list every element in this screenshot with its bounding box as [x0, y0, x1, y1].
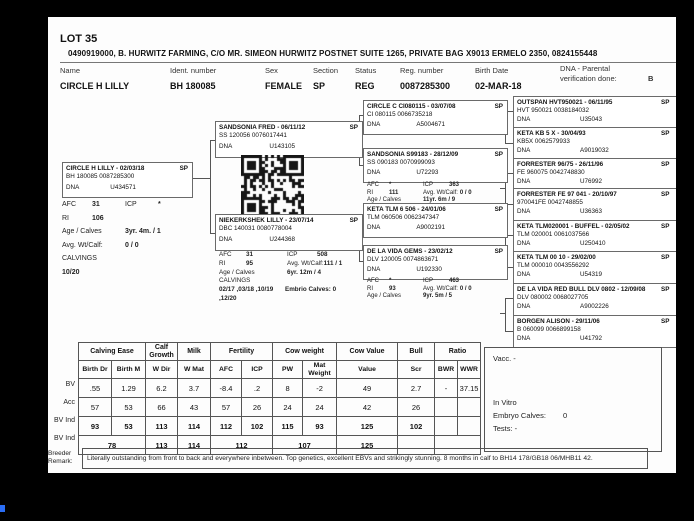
ident-number: BH 180085: [170, 81, 216, 91]
animal-ids-line: KB5X 0062579933: [517, 138, 570, 146]
dna-label: DNA: [517, 116, 531, 124]
icp-label: ICP: [287, 251, 298, 258]
acc-cell: 66: [146, 398, 178, 417]
avg-wtcalf-label: Avg. Wt/Calf:: [423, 189, 458, 196]
afc-label: AFC: [367, 278, 379, 284]
animal-ids-line: B 060099 0066899158: [517, 326, 581, 334]
bv-ind-group-cell: 125: [337, 436, 398, 455]
animal-name-line: CIRCLE H LILLY - 02/03/18: [66, 165, 145, 172]
bv-ind-cell: 102: [242, 417, 273, 436]
bv-cell: 2.7: [398, 379, 435, 398]
dna-number: U192330: [416, 266, 442, 274]
animal-name-line: SANDSONIA S99183 - 28/12/09: [367, 151, 459, 158]
icp-value: 363: [449, 182, 460, 188]
calvings-dates: 02/17 ,03/18 ,10/19: [219, 286, 274, 294]
section-tag: SP: [349, 217, 358, 224]
bv-ind-cell: 102: [398, 417, 435, 436]
bv-ind-cell: [435, 417, 458, 436]
dna-parental-label-line1: DNA - Parental: [560, 64, 611, 73]
calvings-label: CALVINGS: [62, 255, 97, 262]
age-calves-value: 11yr. 6m / 9: [423, 197, 456, 204]
age-calves-label: Age / Calves: [219, 268, 255, 276]
pedigree-box-gen4-6: [513, 251, 676, 284]
col-bwr: BWR: [435, 361, 458, 379]
acc-cell: [458, 398, 481, 417]
bv-ind-group-cell: 112: [211, 436, 273, 455]
bv-ind-row: [79, 417, 481, 436]
section-tag: SP: [349, 124, 358, 131]
header-divider: [60, 62, 676, 63]
animal-name: CIRCLE H LILLY: [60, 81, 130, 91]
section-value: SP: [313, 81, 326, 91]
breeder-address: 0490919000, B. HURWITZ FARMING, C/O MR. SIMEON HURWITZ POSTNET SUITE 1265, PRIVATE BAG X9013 ERMELO 2350, 0824155448: [68, 49, 598, 58]
bv-cell: 8: [273, 379, 303, 398]
avg-wtcalf-label: Avg. Wt/Calf:: [62, 241, 103, 249]
dna-number: U76992: [580, 178, 603, 186]
section-tag: SP: [661, 254, 670, 261]
bv-ind-group-cell: 114: [178, 436, 211, 455]
avg-wtcalf-label: Avg. Wt/Calf:: [287, 259, 324, 267]
animal-ids-line: TLM 020001 0061037566: [517, 231, 590, 239]
avg-wtcalf-value: 0 / 0: [459, 189, 472, 196]
dna-label: DNA: [517, 147, 531, 155]
acc-cell: 57: [79, 398, 112, 417]
group-bull: Bull: [398, 343, 435, 361]
avg-wtcalf-label: Avg. Wt/Calf:: [423, 285, 458, 292]
reg-number: 0087285300: [400, 81, 451, 91]
pedigree-box-gen3-2: [363, 148, 508, 183]
pedigree-box-gen4-7: [513, 283, 676, 316]
col-pw: PW: [273, 361, 303, 379]
bv-cell: 37.15: [458, 379, 481, 398]
group-calving-ease: Calving Ease: [79, 343, 146, 361]
animal-name-line: KETA TLM 00 10 - 29/02/00: [517, 254, 596, 261]
pedigree-box-sire: [215, 121, 363, 158]
dna-label: DNA: [517, 208, 531, 216]
col-afc: AFC: [211, 361, 242, 379]
gen3-2-stats: [367, 182, 507, 205]
icp-value: 508: [317, 251, 328, 258]
animal-ids-line: SS 120056 0076017441: [219, 132, 287, 140]
animal-ids-line: HVT 950021 0038184032: [517, 107, 590, 115]
bv-cell: 3.7: [178, 379, 211, 398]
ri-label: RI: [367, 285, 373, 292]
dna-number: U250410: [580, 240, 606, 248]
afc-value: *: [389, 182, 392, 188]
section-tag: SP: [661, 130, 670, 137]
animal-ids-line: FE 960075 0042748830: [517, 169, 585, 177]
age-calves-value: 9yr. 5m / 5: [423, 293, 453, 300]
section-tag: SP: [661, 99, 670, 106]
pedigree-box-dam: [215, 214, 363, 251]
animal-ids-line: CI 080115 0066735218: [367, 111, 433, 119]
field-label-ident: Ident. number: [170, 66, 217, 75]
dna-number: U41792: [580, 335, 603, 343]
dna-label: DNA: [367, 121, 381, 129]
row-label-bvind: BV Ind: [53, 417, 75, 424]
field-label-birth: Birth Date: [475, 66, 509, 75]
icp-label: ICP: [423, 278, 434, 284]
pedigree-box-gen3-1: [363, 100, 508, 135]
calvings-value: 10/20: [62, 268, 80, 276]
section-tag: SP: [494, 206, 503, 213]
bv-cell: 1.29: [112, 379, 146, 398]
embrio-calves: Embrio Calves: 0: [285, 286, 337, 294]
age-calves-value: 3yr. 4m. / 1: [125, 228, 161, 235]
animal-name-line: OUTSPAN HVT950021 - 06/11/95: [517, 99, 613, 106]
embryo-calves-value: 0: [563, 411, 568, 420]
animal-name-line: CIRCLE C CI080115 - 03/07/08: [367, 103, 456, 110]
row-label-acc: Acc: [63, 399, 75, 406]
health-panel: [484, 347, 662, 452]
dna-label: DNA: [517, 271, 531, 279]
section-tag: SP: [661, 286, 670, 293]
col-value: Value: [337, 361, 398, 379]
age-calves-label: Age / Calves: [367, 293, 402, 300]
section-tag: SP: [494, 248, 503, 255]
section-tag: SP: [661, 191, 670, 198]
pedigree-box-subject: [62, 162, 193, 198]
field-label-sex: Sex: [265, 66, 278, 75]
bv-cell: 49: [337, 379, 398, 398]
dna-label: DNA: [517, 303, 531, 311]
group-cow-value: Cow Value: [337, 343, 398, 361]
animal-ids-line: 970041FE 0042748855: [517, 199, 583, 207]
section-tag: SP: [661, 161, 670, 168]
col-w-mat: W Mat: [178, 361, 211, 379]
group-fertility: Fertility: [211, 343, 273, 361]
dna-number: U36363: [580, 208, 603, 216]
breeder-remark-label: Breeder Remark:: [48, 450, 73, 466]
section-tag: SP: [661, 318, 670, 325]
bv-ind-cell: 114: [178, 417, 211, 436]
sex-value: FEMALE: [265, 81, 302, 91]
animal-ids-line: TLM 000010 0043556292: [517, 262, 590, 270]
col-icp: ICP: [242, 361, 273, 379]
col-wwr: WWR: [458, 361, 481, 379]
qr-code: [241, 155, 304, 218]
bv-ind-cell: 93: [303, 417, 337, 436]
animal-ids-line: SS 090183 0070999093: [367, 159, 435, 167]
col-scr: Scr: [398, 361, 435, 379]
ri-value: 106: [92, 214, 104, 222]
dna-number: A9002191: [416, 224, 446, 232]
acc-cell: 43: [178, 398, 211, 417]
bv-ind-group-cell: 107: [273, 436, 337, 455]
dna-number: U434571: [110, 184, 136, 192]
bv-cell: .55: [79, 379, 112, 398]
acc-cell: 57: [211, 398, 242, 417]
animal-name-line: FORRESTER FE 97 041 - 20/10/97: [517, 191, 617, 198]
age-calves-label: Age / Calves: [367, 197, 402, 204]
calvings-dates-2: ,12/20: [219, 294, 237, 302]
animal-name-line: BORGEN ALISON - 29/11/06: [517, 318, 600, 325]
animal-ids-line: DLV 080002 0068027705: [517, 294, 589, 302]
acc-cell: [435, 398, 458, 417]
bv-row: [79, 379, 481, 398]
acc-cell: 24: [303, 398, 337, 417]
row-label-bv: BV: [65, 381, 75, 388]
animal-ids-line: DLV 120005 0074863671: [367, 256, 439, 264]
icp-value: *: [158, 201, 161, 208]
dna-number: U54319: [580, 271, 603, 279]
gen3-4-stats: [367, 278, 507, 301]
dna-label: DNA: [219, 236, 233, 244]
dna-parental-value: B: [648, 74, 654, 83]
bv-cell: .2: [242, 379, 273, 398]
ri-value: 111: [389, 189, 399, 196]
pedigree-box-gen4-2: [513, 127, 676, 160]
icp-label: ICP: [423, 182, 434, 188]
animal-name-line: KETA KB 5 X - 30/04/93: [517, 130, 586, 137]
section-tag: SP: [494, 103, 503, 110]
animal-name-line: KETA TLM020001 - BUFFEL - 02/05/02: [517, 223, 630, 230]
breeder-remark-text: Literally outstanding from front to back and everywhere inbetween. Top genetics, excellent EBVs and strikingly stunning. 8 months in calf to BH14 178/GB18 06/MHB11 42.: [82, 448, 648, 469]
animal-name-line: DE LA VIDA GEMS - 23/02/12: [367, 248, 453, 255]
dna-label: DNA: [517, 178, 531, 186]
bv-ind-cell: 112: [211, 417, 242, 436]
group-calf-growth: Calf Growth: [146, 343, 178, 361]
bv-ind-group-cell: 78: [79, 436, 146, 455]
dna-label: DNA: [367, 169, 381, 177]
invitro-line: In Vitro: [493, 398, 517, 407]
ebv-table: [78, 342, 481, 455]
avg-wtcalf-value: 0 / 0: [125, 241, 139, 249]
dna-label: DNA: [66, 184, 80, 192]
acc-cell: 26: [398, 398, 435, 417]
dna-label: DNA: [517, 335, 531, 343]
ri-label: RI: [367, 189, 373, 196]
bv-ind-group-cell: 113: [146, 436, 178, 455]
col-w-dir: W Dir: [146, 361, 178, 379]
bv-cell: -2: [303, 379, 337, 398]
animal-name-line: FORRESTER 96/75 - 26/11/96: [517, 161, 604, 168]
field-label-section: Section: [313, 66, 339, 75]
col-birth-m: Birth M: [112, 361, 146, 379]
dna-label: DNA: [219, 143, 233, 151]
pedigree-box-gen4-4: [513, 188, 676, 221]
pedigree-box-gen3-4: [363, 245, 508, 280]
pedigree-box-gen4-1: [513, 96, 676, 129]
ri-label: RI: [62, 214, 69, 222]
afc-value: 31: [92, 201, 100, 208]
pedigree-box-gen4-5: [513, 220, 676, 253]
bv-cell: -: [435, 379, 458, 398]
tests-line: Tests: -: [493, 424, 518, 433]
field-label-status: Status: [355, 66, 377, 75]
bv-ind-cell: 115: [273, 417, 303, 436]
bv-cell: 6.2: [146, 379, 178, 398]
animal-ids-line: TLM 060506 0062347347: [367, 214, 440, 222]
status-value: REG: [355, 81, 375, 91]
dna-parental-label-line2: verification done:: [560, 74, 617, 83]
embryo-calves-label: Embryo Calves:: [493, 411, 546, 420]
dna-label: DNA: [517, 240, 531, 248]
age-calves-label: Age / Calves: [62, 228, 102, 235]
dna-number: U72293: [416, 169, 439, 177]
bv-ind-cell: 125: [337, 417, 398, 436]
acc-cell: 26: [242, 398, 273, 417]
animal-name-line: DE LA VIDA RED BULL DLV 0802 - 12/09/08: [517, 286, 646, 293]
catalog-page: [48, 17, 676, 473]
subject-stats: [62, 198, 212, 279]
avg-wtcalf-value: 0 / 0: [459, 285, 472, 292]
bv-cell: -8.4: [211, 379, 242, 398]
column-header-row: [79, 361, 481, 379]
group-cow-weight: Cow weight: [273, 343, 337, 361]
group-milk: Milk: [178, 343, 211, 361]
afc-label: AFC: [367, 182, 379, 188]
scan-artifact-dot: [0, 505, 5, 512]
dna-number: A5004671: [416, 121, 446, 129]
dna-number: U244368: [269, 236, 295, 244]
animal-name-line: SANDSONIA FRED - 06/11/12: [219, 124, 306, 131]
row-label-bvind2: BV Ind: [53, 435, 75, 442]
bv-ind-cell: 93: [79, 417, 112, 436]
avg-wtcalf-value: 111 / 1: [323, 259, 343, 267]
dna-label: DNA: [367, 266, 381, 274]
dna-label: DNA: [367, 224, 381, 232]
pedigree-box-gen4-8: [513, 315, 676, 348]
bv-ind-cell: 113: [146, 417, 178, 436]
ri-value: 95: [246, 259, 254, 267]
field-label-reg: Reg. number: [400, 66, 444, 75]
afc-label: AFC: [62, 201, 76, 208]
acc-cell: 24: [273, 398, 303, 417]
ri-label: RI: [219, 259, 226, 267]
age-calves-value: 6yr. 12m / 4: [287, 268, 321, 276]
col-mat-weight: Mat Weight: [303, 361, 337, 379]
bv-ind-cell: 53: [112, 417, 146, 436]
section-tag: SP: [661, 223, 670, 230]
bv-ind-cell: [458, 417, 481, 436]
col-birth-dr: Birth Dr: [79, 361, 112, 379]
icp-value: 463: [449, 278, 460, 284]
field-label-name: Name: [60, 66, 81, 75]
afc-value: 31: [246, 251, 254, 258]
vacc-line: Vacc. -: [493, 354, 516, 363]
animal-ids-line: BH 180085 0087285300: [66, 173, 135, 181]
dna-number: U143105: [269, 143, 295, 151]
group-ratio: Ratio: [435, 343, 481, 361]
dna-number: A9019032: [580, 147, 609, 155]
dna-number: A9002226: [580, 303, 609, 311]
animal-ids-line: DBC 140031 0080778004: [219, 225, 292, 233]
section-tag: SP: [494, 151, 503, 158]
acc-cell: 42: [337, 398, 398, 417]
afc-label: AFC: [219, 251, 232, 258]
acc-cell: 53: [112, 398, 146, 417]
acc-row: [79, 398, 481, 417]
afc-value: *: [389, 278, 392, 284]
pedigree-box-gen3-3: [363, 203, 508, 238]
dna-number: U35043: [580, 116, 603, 124]
section-tag: SP: [179, 165, 188, 172]
pedigree-box-gen4-3: [513, 158, 676, 191]
animal-name-line: KETA TLM 6 506 - 24/01/06: [367, 206, 446, 213]
group-header-row: [79, 343, 481, 361]
animal-name-line: NIEKERKSHEK LILLY - 23/07/14: [219, 217, 314, 224]
lot-number: LOT 35: [60, 33, 98, 45]
birth-date: 02-MAR-18: [475, 81, 522, 91]
ri-value: 93: [389, 285, 396, 292]
calvings-label: CALVINGS: [219, 277, 251, 285]
icp-label: ICP: [125, 201, 137, 208]
